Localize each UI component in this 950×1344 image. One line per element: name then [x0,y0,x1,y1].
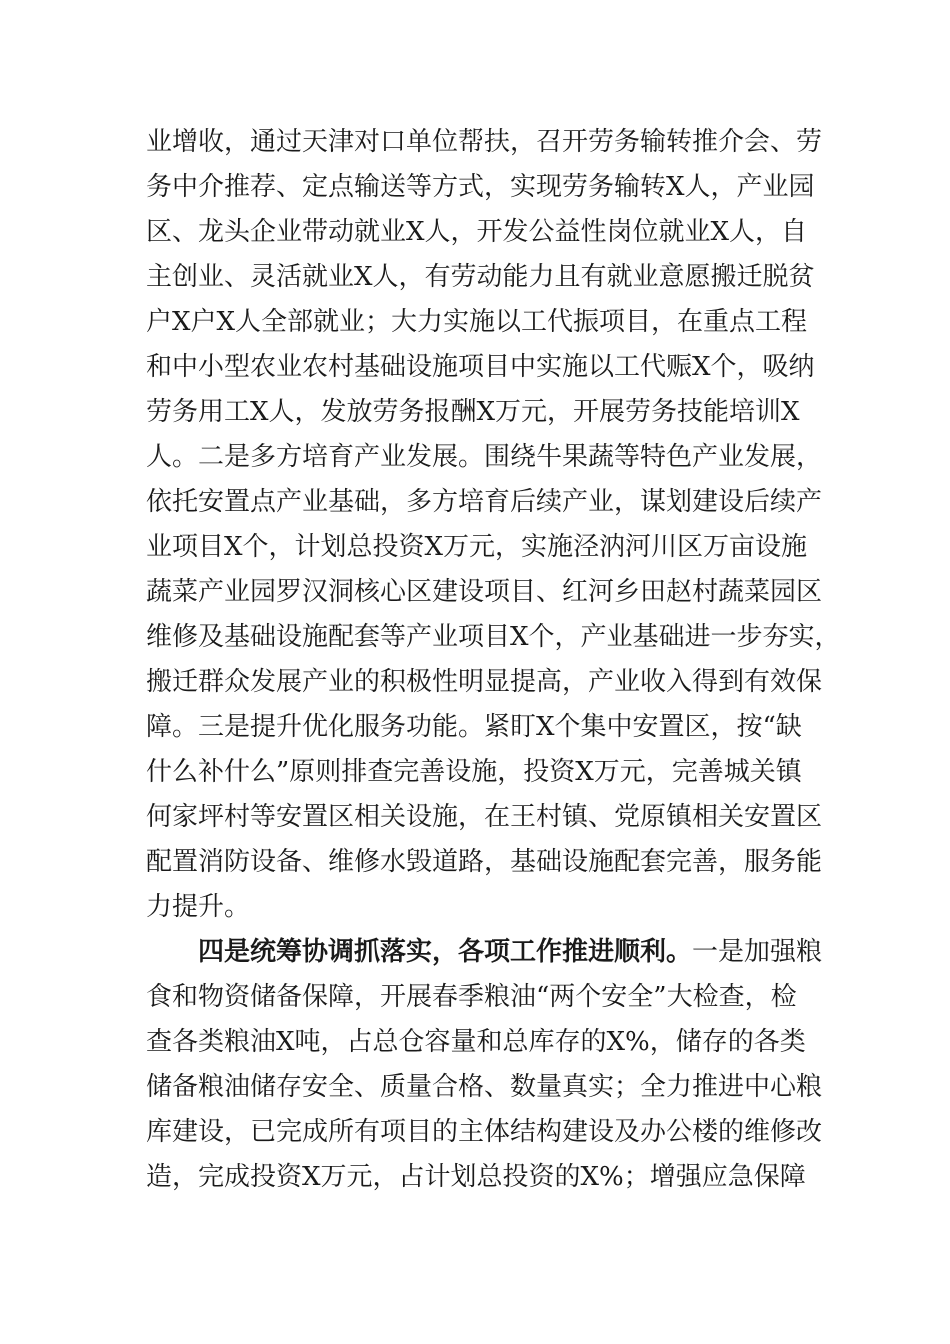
section-heading: 四是统筹协调抓落实，各项工作推进顺利。 [198,937,693,967]
text-line: 户X户X人全部就业；大力实施以工代振项目，在重点工程 [146,307,808,337]
text-line: 库建设，已完成所有项目的主体结构建设及办公楼的维修改 [146,1117,823,1147]
text-line: 主创业、灵活就业X人，有劳动能力且有就业意愿搬迁脱贫 [146,262,815,292]
text-line: 力提升。 [146,892,251,922]
text-line: 查各类粮油X吨，占总仓容量和总库存的X%，储存的各类 [146,1027,806,1057]
text-line: 依托安置点产业基础，多方培育后续产业，谋划建设后续产 [146,487,823,517]
text-line: 维修及基础设施配套等产业项目X个，产业基础进一步夯实， [146,622,841,652]
text-line: 区、龙头企业带动就业X人，开发公益性岗位就业X人，自 [146,217,808,247]
text-run: 一是加强粮 [692,937,823,967]
text-line: 食和物资储备保障，开展春季粮油“两个安全”大检查，检 [146,982,797,1012]
text-line: 人。二是多方培育产业发展。围绕牛果蔬等特色产业发展， [146,442,823,472]
text-line: 搬迁群众发展产业的积极性明显提高，产业收入得到有效保 [146,667,823,697]
text-line: 业增收，通过天津对口单位帮扶，召开劳务输转推介会、劳 [146,127,823,157]
text-line-paragraph-start [198,934,823,970]
text-line: 造，完成投资X万元，占计划总投资的X%；增强应急保障 [146,1162,806,1192]
text-line: 务中介推荐、定点输送等方式，实现劳务输转X人，产业园 [146,172,815,202]
text-line: 业项目X个，计划总投资X万元，实施泾汭河川区万亩设施 [146,532,808,562]
text-line: 储备粮油储存安全、质量合格、数量真实；全力推进中心粮 [146,1072,823,1102]
text-line: 障。三是提升优化服务功能。紧盯X个集中安置区，按“缺 [146,712,802,742]
text-line: 劳务用工X人，发放劳务报酬X万元，开展劳务技能培训X [146,397,800,427]
text-line: 和中小型农业农村基础设施项目中实施以工代赈X个，吸纳 [146,352,815,382]
text-line: 蔬菜产业园罗汉洞核心区建设项目、红河乡田赵村蔬菜园区 [146,577,823,607]
text-line: 配置消防设备、维修水毁道路，基础设施配套完善，服务能 [146,847,823,877]
text-line: 何家坪村等安置区相关设施，在王村镇、党原镇相关安置区 [146,802,823,832]
text-line: 什么补什么”原则排查完善设施，投资X万元，完善城关镇 [146,757,802,787]
